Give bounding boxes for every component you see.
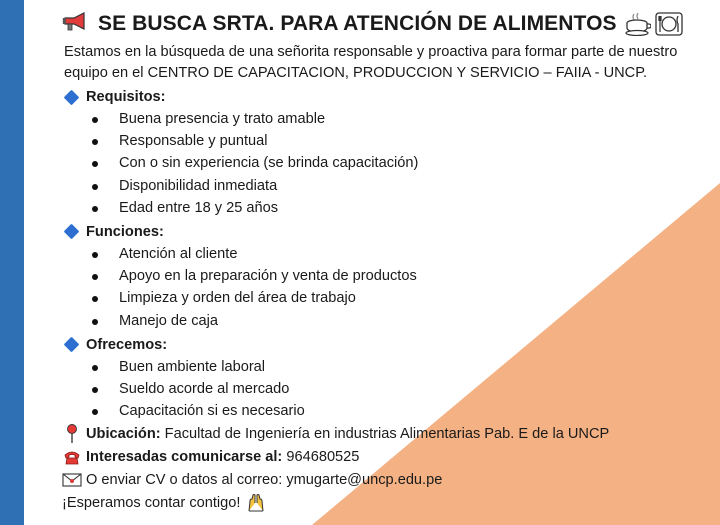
list-item: Buen ambiente laboral (62, 356, 712, 378)
ofrecemos-heading: Ofrecemos: (62, 334, 712, 356)
list-item: Disponibilidad inmediata (62, 175, 712, 197)
envelope-icon (62, 472, 82, 488)
title-text: SE BUSCA SRTA. PARA ATENCIÓN DE ALIMENTOS (98, 12, 617, 35)
ubicacion-line: Ubicación: Facultad de Ingeniería en industrias Alimentarias Pab. E de la UNCP (62, 422, 712, 445)
list-item: Responsable y puntual (62, 130, 712, 152)
email-text: O enviar CV o datos al correo: ymugarte@uncp.edu.pe (86, 471, 443, 488)
flyer-content (62, 8, 712, 514)
contacto-line: Interesadas comunicarse al: 964680525 (62, 445, 712, 468)
raising-hands-icon (246, 493, 266, 513)
blue-diamond-icon (64, 224, 80, 240)
list-item: Buena presencia y trato amable (62, 108, 712, 130)
blue-diamond-icon (64, 337, 80, 353)
list-item: Capacitación si es necesario (62, 400, 712, 422)
list-item: Edad entre 18 y 25 años (62, 197, 712, 219)
funciones-list (62, 243, 712, 332)
list-item: Con o sin experiencia (se brinda capacitación) (62, 152, 712, 174)
coffee-cup-icon (625, 12, 651, 36)
flyer-title (62, 8, 712, 40)
pushpin-icon (62, 424, 82, 444)
megaphone-icon (62, 11, 88, 37)
list-item: Limpieza y orden del área de trabajo (62, 287, 712, 309)
requisitos-heading: Requisitos: (62, 86, 712, 108)
closing-text: ¡Esperamos contar contigo! (62, 494, 241, 511)
plate-cutlery-icon (655, 12, 683, 36)
list-item: Manejo de caja (62, 310, 712, 332)
telephone-icon (62, 449, 82, 465)
requisitos-list (62, 108, 712, 219)
ofrecemos-list (62, 356, 712, 423)
correo-line (62, 468, 712, 491)
funciones-heading: Funciones: (62, 221, 712, 243)
list-item: Atención al cliente (62, 243, 712, 265)
closing-line (62, 491, 712, 514)
intro-paragraph: Estamos en la búsqueda de una señorita responsable y proactiva para formar parte de nuestro equipo en el CENTRO DE CAPACITACION, PRODUCCION Y SERVICIO – FAIIA - UNCP. (64, 44, 678, 81)
list-item: Apoyo en la preparación y venta de productos (62, 265, 712, 287)
list-item: Sueldo acorde al mercado (62, 378, 712, 400)
blue-diamond-icon (64, 89, 80, 105)
phone-number[interactable]: 964680525 (286, 448, 360, 465)
